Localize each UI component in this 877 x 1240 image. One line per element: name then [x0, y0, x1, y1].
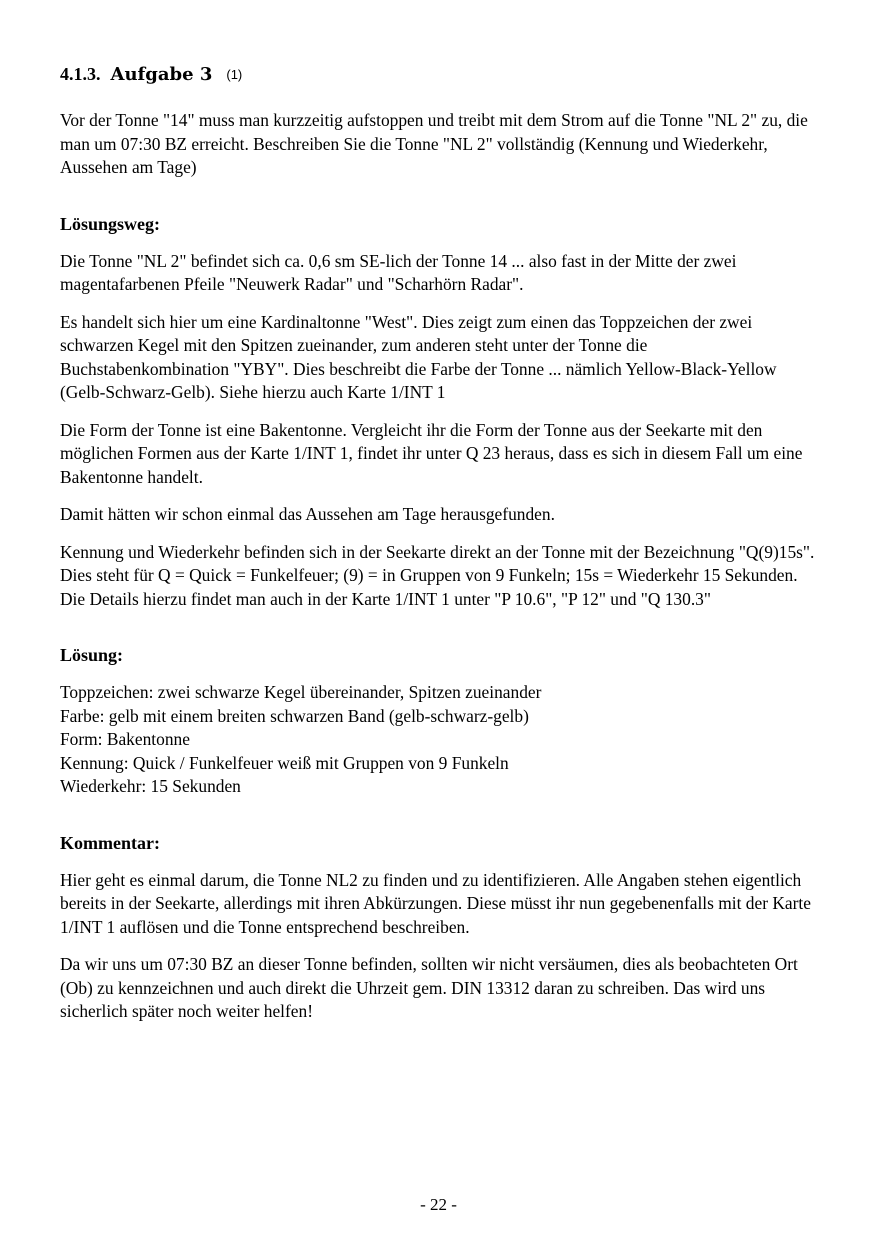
section-number: 4.1.3. [60, 64, 101, 84]
task-title: Aufgabe 3 [110, 64, 213, 85]
solution-heading: Lösung: [60, 645, 124, 665]
points-label: (1) [226, 67, 243, 82]
solution-line: Toppzeichen: zwei schwarze Kegel übereinander, Spitzen zueinander [60, 682, 542, 702]
solution-path-paragraph: Die Form der Tonne ist eine Bakentonne. Vergleicht ihr die Form der Tonne aus der Seekarte mit den möglichen Formen aus der Karte 1/INT 1, findet ihr unter Q 23 heraus, dass es sich in diesem Fall um eine Bakentonne handelt. [60, 419, 803, 487]
solution-list [60, 681, 820, 799]
task-heading [60, 62, 820, 87]
solution-path-heading: Lösungsweg: [60, 213, 161, 234]
solution-path-paragraph: Kennung und Wiederkehr befinden sich in der Seekarte direkt an der Tonne mit der Bezeichnung "Q(9)15s". Dies steht für Q = Quick = Funkelfeuer; (9) = in Gruppen von 9 Funkeln; 15s = Wiederkehr 15 Sekunden. Die Details hierzu findet man auch in der Karte 1/INT 1 unter "P 10.6", "P 12" und "Q 130.3" [60, 541, 815, 609]
solution-path-paragraph: Es handelt sich hier um eine Kardinaltonne "West". Dies zeigt zum einen das Toppzeichen der zwei schwarzen Kegel mit den Spitzen zueinander, zum anderen steht unter der Tonne die Buchstabenkombination "YBY". Dies beschreibt die Farbe der Tonne ... nämlich Yellow-Black-Yellow (Gelb-Schwarz-Gelb). Siehe hierzu auch Karte 1/INT 1 [60, 311, 777, 402]
solution-line: Wiederkehr: 15 Sekunden [60, 776, 241, 796]
comment-paragraph: Hier geht es einmal darum, die Tonne NL2 zu finden und zu identifizieren. Alle Angaben stehen eigentlich bereits in der Seekarte, allerdings mit ihren Abkürzungen. Diese müsst ihr nun gegebenenfalls mit der Karte 1/INT 1 auflösen und die Tonne entsprechend beschreiben. [60, 869, 811, 937]
solution-line: Form: Bakentonne [60, 729, 190, 749]
solution-path-paragraph: Damit hätten wir schon einmal das Aussehen am Tage herausgefunden. [60, 504, 555, 524]
document-page [60, 62, 820, 1038]
page-number: - 22 - [420, 1195, 457, 1214]
solution-line: Kennung: Quick / Funkelfeuer weiß mit Gruppen von 9 Funkeln [60, 752, 509, 773]
comment-heading: Kommentar: [60, 832, 160, 853]
solution-line: Farbe: gelb mit einem breiten schwarzen Band (gelb-schwarz-gelb) [60, 705, 529, 726]
task-question: Vor der Tonne "14" muss man kurzzeitig aufstoppen und treibt mit dem Strom auf die Tonne "NL 2" zu, die man um 07:30 BZ erreicht. Beschreiben Sie die Tonne "NL 2" vollständig (Kennung und Wiederkehr, Aussehen am Tage) [60, 110, 808, 177]
solution-path-paragraph: Die Tonne "NL 2" befindet sich ca. 0,6 sm SE-lich der Tonne 14 ... also fast in der Mitte der zwei magentafarbenen Pfeile "Neuwerk Radar" und "Scharhörn Radar". [60, 250, 737, 294]
comment-paragraph: Da wir uns um 07:30 BZ an dieser Tonne befinden, sollten wir nicht versäumen, dies als beobachteten Ort (Ob) zu kennzeichnen und auch direkt die Uhrzeit gem. DIN 13312 daran zu schreiben. Das wird uns sicherlich später noch weiter helfen! [60, 954, 798, 1021]
